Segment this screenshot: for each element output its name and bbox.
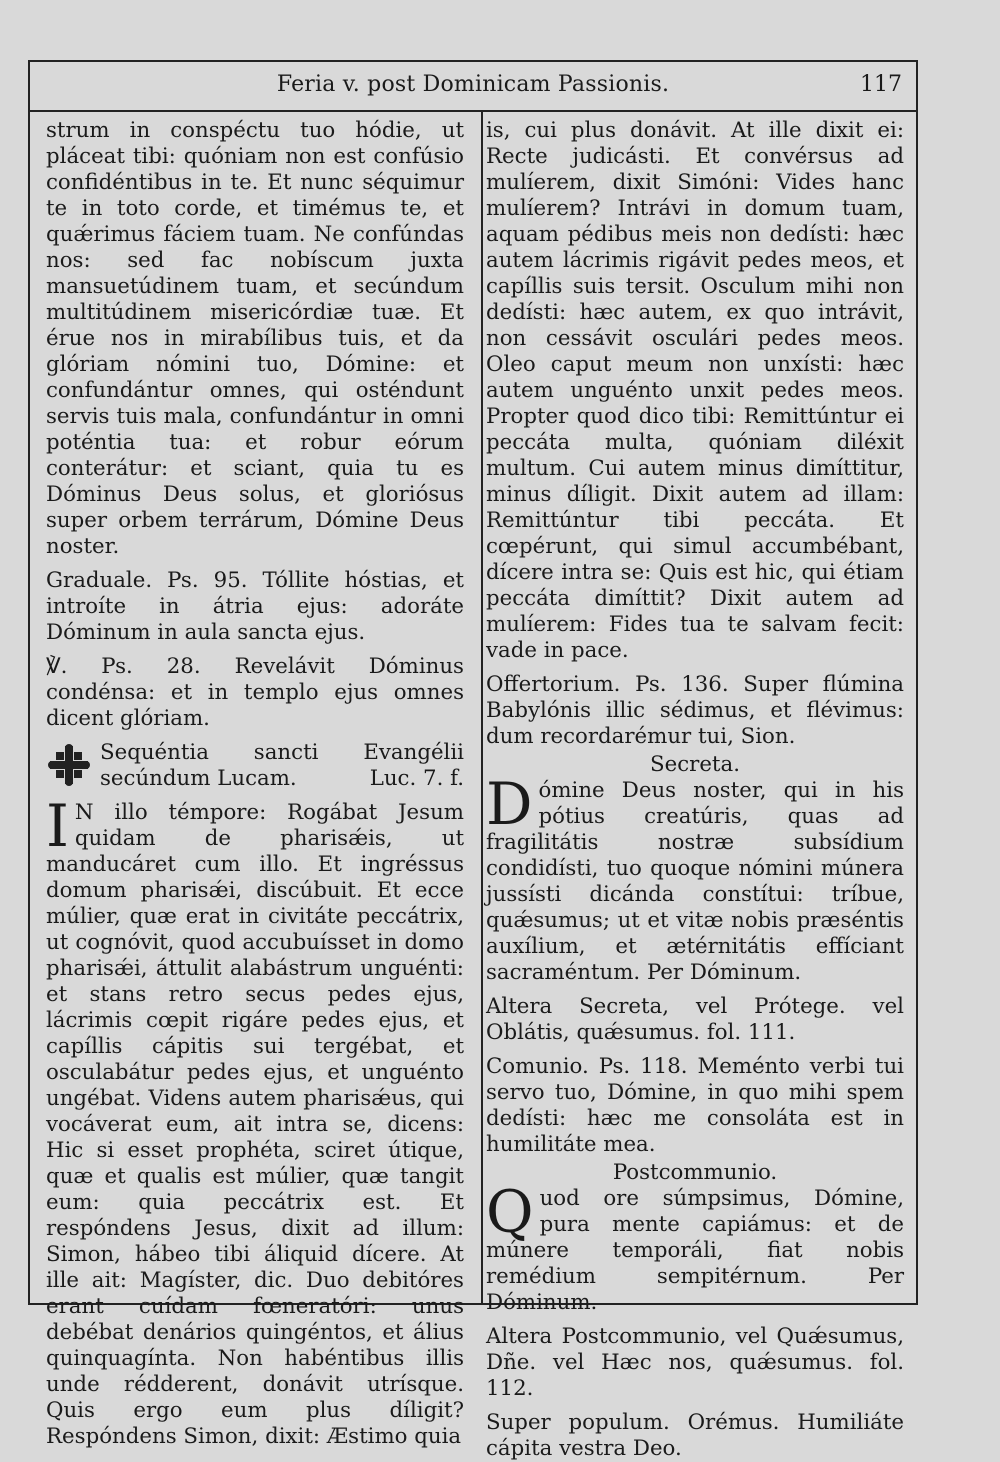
- gospel-reference: Luc. 7. f.: [369, 766, 464, 791]
- postcommunio-dropcap: Q: [486, 1178, 534, 1246]
- cross-icon: [46, 742, 92, 788]
- postcommunio-body: uod ore súmpsimus, Dómine, pura mente capiámus: et de múnere temporáli, fiat nobis remédium sempitérnum. Per Dóminum.: [486, 1186, 904, 1315]
- gospel-title: Sequéntia sancti Evangélii secúndum Lucam.: [100, 740, 464, 791]
- gospel-heading: [46, 740, 464, 792]
- page-frame: [28, 60, 918, 1461]
- postcommunio-title: Postcommunio.: [612, 1160, 778, 1185]
- versus: ℣. Ps. 28. Revelávit Dóminus condénsa: et in templo ejus omnes dicent glóriam.: [46, 654, 464, 731]
- gospel-dropcap: I: [46, 792, 69, 860]
- right-column: [486, 118, 904, 1462]
- altera-postcommunio: Altera Postcommunio, vel Quǽsumus, Dñe. vel Hæc nos, quǽsumus. fol. 112.: [486, 1324, 904, 1401]
- running-header: [30, 62, 916, 112]
- secreta: [486, 770, 904, 986]
- offertorium: Offertorium. Ps. 136. Super flúmina Babylónis illic sédimus, et flévimus: dum recordarémur tui, Sion.: [486, 672, 904, 749]
- running-title: Feria v. post Dominicam Passionis.: [276, 72, 670, 97]
- prayer-continuation: strum in conspéctu tuo hódie, ut pláceat tibi: quóniam non est confúsio confidéntibus in te. Et nunc séquimur te in toto corde, et timémus te, et quǽrimus fáciem tuam. Ne confúndas nos: sed fac nobíscum juxta mansuetúdinem tuam, et secúndum multitúdinem misericórdiæ tuæ. Et érue nos in mirabílibus tuis, et da glóriam nómini tuo, Dómine: et confundántur omnes, qui osténdunt servis tuis mala, confundántur in omni poténtia tua: et robur eórum conterátur: et sciant, quia tu es Dóminus Deus solus, et gloriósus super orbem terrárum, Dómine Deus noster.: [46, 118, 464, 559]
- gospel-body: N illo témpore: Rogábat Jesum quidam de pharisǽis, ut manducáret cum illo. Et ingréssus domum pharisǽi, discúbuit. Et ecce múlier, quæ erat in civitáte peccátrix, ut cognóvit, quod accubuísset in domo pharisǽi, áttulit alabástrum unguénti: et stans retro secus pedes ejus, lácrimis cœpit rigáre pedes ejus, et capíllis cápitis sui tergébat, et osculabátur pedes ejus, et unguénto ungébat. Videns autem pharisǽus, qui vocáverat eum, ait intra se, dicens: Hic si esset prophéta, sciret útique, quæ et qualis est múlier, quæ tangit eum: quia peccátrix est. Et respóndens Jesus, dixit ad illum: Simon, hábeo tibi áliquid dícere. At ille ait: Magíster, dic. Duo debitóres erant cuídam fœneratóri: unus debébat denários quingéntos, et álius quinquagínta. Non habéntibus illis unde rédderent, donávit utrísque. Quis ergo eum plus díligit? Respóndens Simon, dixit: Æstimo quia: [46, 800, 464, 1449]
- left-column: [46, 118, 464, 1450]
- secreta-body: ómine Deus noster, qui in his pótius creatúris, quas ad fragilitátis nostræ subsídium condidísti, tuo quoque nómini múnera jussísti dicánda constítui: tríbue, quǽsumus; ut et vitæ nobis præséntis auxílium, et ætérnitátis effíciant sacraméntum. Per Dóminum.: [486, 778, 904, 985]
- secreta-title: Secreta.: [650, 752, 740, 777]
- gospel-text: [46, 792, 464, 1450]
- column-divider: [481, 110, 483, 1303]
- communio: Comunio. Ps. 118. Meménto verbi tui servo tuo, Dómine, in quo mihi spem dedísti: hæc me consoláta est in humilitáte mea.: [486, 1054, 904, 1157]
- super-populum: Super populum. Orémus. Humiliáte cápita vestra Deo.: [486, 1410, 904, 1461]
- gospel-continuation: is, cui plus donávit. At ille dixit ei: Recte judicásti. Et convérsus ad mulíerem, dixit Simóni: Vides hanc mulíerem? Intrávi in domum tuam, aquam pédibus meis non dedísti: hæc autem lácrimis rigávit pedes meos, et capíllis suis tersit. Osculum mihi non dedísti: hæc autem, ex quo intrávit, non cessávit osculári pedes meos. Oleo caput meum non unxísti: hæc autem unguénto unxit pedes meos. Propter quod dico tibi: Remittúntur ei peccáta multa, quóniam diléxit multum. Cui autem minus dimíttitur, minus díligit. Dixit autem ad illam: Remittúntur tibi peccáta. Et cœpérunt, qui simul accumbébant, dícere intra se: Quis est hic, qui étiam peccáta dimíttit? Dixit autem ad mulíerem: Fides tua te salvam fecit: vade in pace.: [486, 118, 904, 663]
- graduale: Graduale. Ps. 95. Tóllite hóstias, et introíte in átria ejus: adoráte Dóminum in aula sancta ejus.: [46, 568, 464, 645]
- postcommunio: [486, 1178, 904, 1316]
- page-number: 117: [860, 72, 902, 97]
- altera-secreta: Altera Secreta, vel Prótege. vel Oblátis, quǽsumus. fol. 111.: [486, 994, 904, 1045]
- secreta-dropcap: D: [486, 770, 533, 838]
